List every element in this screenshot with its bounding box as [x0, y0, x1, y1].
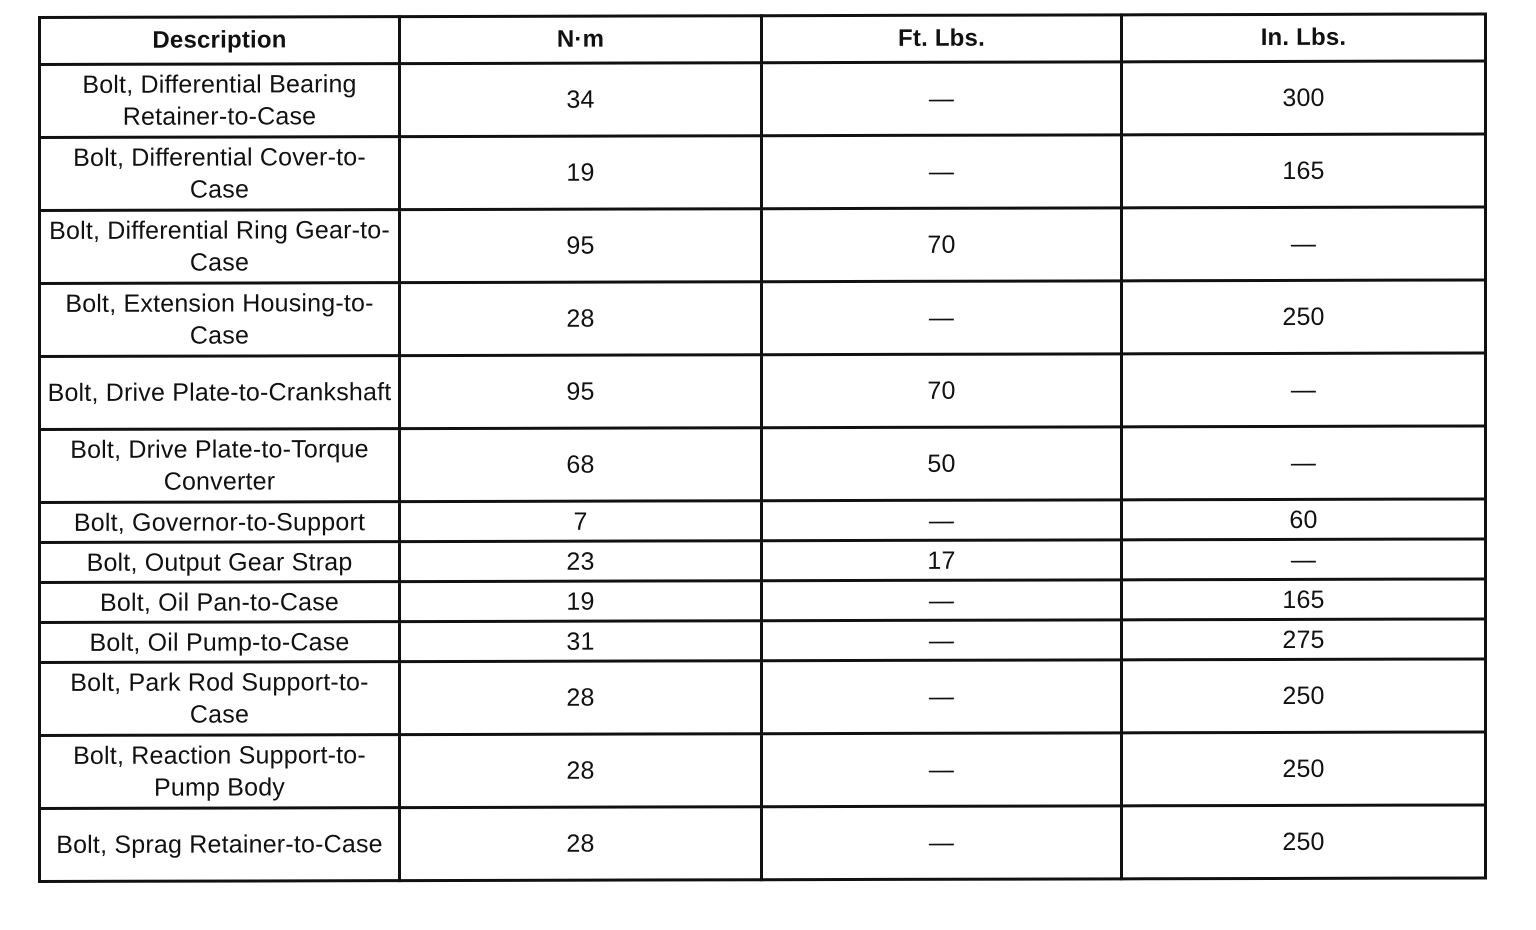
- table-row: [40, 805, 1486, 882]
- table-row: [40, 426, 1486, 503]
- column-header-in-lbs: In. Lbs.: [1122, 14, 1486, 62]
- description-cell: Bolt, Differential Ring Gear-to-Case: [40, 210, 400, 284]
- ft-lbs-cell: —: [762, 62, 1122, 136]
- ft-lbs-cell: —: [762, 281, 1122, 355]
- table-row: [40, 732, 1486, 809]
- description-cell: Bolt, Output Gear Strap: [40, 542, 400, 583]
- ft-lbs-cell: —: [762, 806, 1122, 880]
- column-header-description: Description: [40, 17, 400, 65]
- ft-lbs-cell: —: [762, 733, 1122, 807]
- in-lbs-cell: 60: [1122, 499, 1486, 540]
- in-lbs-cell: —: [1122, 353, 1486, 427]
- table-row: [40, 659, 1486, 736]
- nm-cell: 34: [400, 63, 762, 137]
- in-lbs-cell: 165: [1122, 134, 1486, 208]
- table-row: [40, 579, 1486, 623]
- torque-spec-table: [38, 12, 1487, 883]
- ft-lbs-cell: 50: [762, 427, 1122, 501]
- description-cell: Bolt, Reaction Support-to-Pump Body: [40, 735, 400, 809]
- ft-lbs-cell: —: [762, 660, 1122, 734]
- in-lbs-cell: 275: [1122, 619, 1486, 660]
- table-row: [40, 499, 1486, 543]
- table-row: [40, 61, 1486, 138]
- in-lbs-cell: —: [1122, 539, 1486, 580]
- in-lbs-cell: —: [1122, 426, 1486, 500]
- nm-cell: 19: [400, 136, 762, 210]
- nm-cell: 7: [400, 501, 762, 542]
- ft-lbs-cell: —: [762, 135, 1122, 209]
- column-header-nm: N·m: [400, 16, 762, 64]
- nm-cell: 95: [400, 209, 762, 283]
- column-header-ft-lbs: Ft. Lbs.: [762, 15, 1122, 63]
- table-row: [40, 134, 1486, 211]
- table-row: [40, 539, 1486, 583]
- ft-lbs-cell: 70: [762, 354, 1122, 428]
- in-lbs-cell: 250: [1122, 805, 1486, 879]
- table-row: [40, 280, 1486, 357]
- ft-lbs-cell: 70: [762, 208, 1122, 282]
- description-cell: Bolt, Park Rod Support-to-Case: [40, 662, 400, 736]
- ft-lbs-cell: —: [762, 620, 1122, 661]
- in-lbs-cell: 250: [1122, 659, 1486, 733]
- header-row: [40, 14, 1486, 65]
- nm-cell: 95: [400, 355, 762, 429]
- description-cell: Bolt, Extension Housing-to-Case: [40, 283, 400, 357]
- nm-cell: 68: [400, 428, 762, 502]
- in-lbs-cell: —: [1122, 207, 1486, 281]
- description-cell: Bolt, Drive Plate-to-Crankshaft: [40, 356, 400, 430]
- in-lbs-cell: 250: [1122, 732, 1486, 806]
- in-lbs-cell: 250: [1122, 280, 1486, 354]
- in-lbs-cell: 165: [1122, 579, 1486, 620]
- table-row: [40, 619, 1486, 663]
- nm-cell: 31: [400, 621, 762, 662]
- nm-cell: 28: [400, 734, 762, 808]
- description-cell: Bolt, Differential Cover-to-Case: [40, 137, 400, 211]
- nm-cell: 28: [400, 807, 762, 881]
- description-cell: Bolt, Oil Pump-to-Case: [40, 622, 400, 663]
- table-row: [40, 207, 1486, 284]
- description-cell: Bolt, Governor-to-Support: [40, 502, 400, 543]
- description-cell: Bolt, Differential Bearing Retainer-to-Case: [40, 64, 400, 138]
- nm-cell: 19: [400, 581, 762, 622]
- table-row: [40, 353, 1486, 430]
- nm-cell: 23: [400, 541, 762, 582]
- nm-cell: 28: [400, 282, 762, 356]
- ft-lbs-cell: —: [762, 580, 1122, 621]
- description-cell: Bolt, Drive Plate-to-Torque Converter: [40, 429, 400, 503]
- nm-cell: 28: [400, 661, 762, 735]
- ft-lbs-cell: —: [762, 500, 1122, 541]
- description-cell: Bolt, Sprag Retainer-to-Case: [40, 808, 400, 882]
- ft-lbs-cell: 17: [762, 540, 1122, 581]
- in-lbs-cell: 300: [1122, 61, 1486, 135]
- description-cell: Bolt, Oil Pan-to-Case: [40, 582, 400, 623]
